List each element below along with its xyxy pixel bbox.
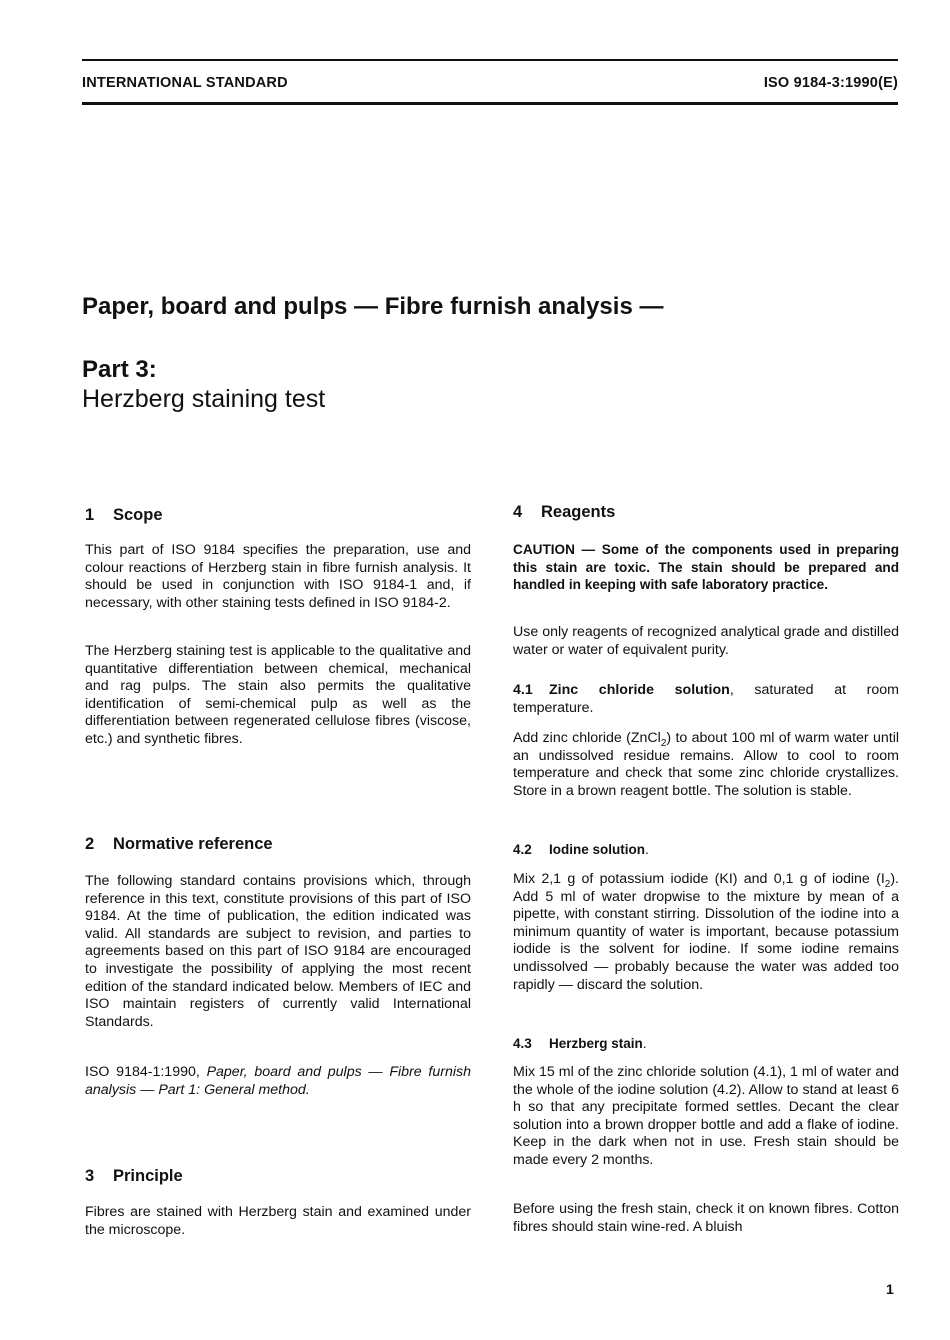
section-title: Reagents [541,503,616,521]
header-right-label: ISO 9184-3:1990(E) [763,75,898,91]
document-title: Paper, board and pulps — Fibre furnish analysis — [82,293,664,320]
subscript: 2 [884,878,891,890]
section-heading-reagents [513,503,615,522]
section-title: Principle [113,1167,183,1185]
document-subtitle: Herzberg staining test [82,385,326,413]
text-part: Mix 2,1 g of potassium iodide (KI) and 0,1 g of iodine (I [513,871,885,887]
subsection-title-rest: . [645,842,649,857]
reference-code: ISO 9184-1:1990, [85,1064,200,1080]
reference-title: Paper, board and pulps — Fibre furnish analysis — Part 1: General method. [85,1064,471,1098]
section-number: 1 [85,506,95,524]
text-part: ). Add 5 ml of water dropwise to the mixture by mean of a pipette, with constant stirring. Dissolution of the iodine into a minimum quantity of water is important, because potassium iodide is the solvent for iodine. If some iodine remains undissolved — probably because the water was added too rapidly — discard the solution. [513,871,899,993]
caution-notice: CAUTION — Some of the components used in preparing this stain are toxic. The stain should be prepared and handled in keeping with safe laboratory practice. [513,542,899,593]
header-left-label: INTERNATIONAL STANDARD [82,75,288,91]
zinc-chloride-paragraph [513,730,899,800]
scope-paragraph-1: This part of ISO 9184 specifies the preparation, use and colour reactions of Herzberg stain in fibre furnish analysis. It should be used in conjunction with ISO 9184-1 and, if necessary, with other staining tests defined in ISO 9184-2. [85,542,471,611]
subsection-number: 4.3 [513,1036,532,1051]
herzberg-stain-paragraph-1: Mix 15 ml of the zinc chloride solution (4.1), 1 ml of water and the whole of the iodine solution (4.2). Allow to stand at least 6 h so that any precipitate formed settles. Decant the clear solution into a brown dropper bottle and add a flake of iodine. Keep in the dark when not in use. Fresh stain should be made every 2 months. [513,1064,899,1168]
header-top-rule [82,59,898,61]
subsection-number: 4.2 [513,842,532,857]
section-heading-normative [85,835,273,854]
reagents-paragraph: Use only reagents of recognized analytical grade and distilled water or water of equivalent purity. [513,624,899,658]
header-bottom-rule [82,102,898,105]
subsection-title: Herzberg stain [549,1036,643,1051]
subsection-number: 4.1 [513,682,533,698]
iodine-paragraph [513,871,899,994]
section-title: Normative reference [113,835,273,853]
page-number: 1 [886,1281,894,1297]
subsection-title: Zinc chloride solution [549,682,730,698]
normative-paragraph: The following standard contains provisions which, through reference in this text, constitute provisions of this part of ISO 9184. At the time of publication, the edition indicated was valid. All standards are subject to revision, and parties to agreements based on this part of ISO 9184 are encouraged to investigate the possibility of applying the most recent edition of the standard indicated below. Members of IEC and ISO maintain registers of currently valid International Standards. [85,873,471,1030]
subsection-title-rest: . [642,1036,647,1051]
section-number: 3 [85,1167,95,1185]
section-heading-principle [85,1167,183,1186]
text-part: Add zinc chloride (ZnCl [513,730,661,746]
subsection-title-rest: , saturated at room temperature. [513,682,899,716]
subsection-title: Iodine solution [549,842,645,857]
text-part: ) to about 100 ml of warm water until an undissolved residue remains. Allow to cool to room temperature and check that some zinc chloride crystallizes. Store in a brown reagent bottle. The solution is stable. [513,730,899,799]
section-title: Scope [113,506,163,524]
subsection-4-2-heading [513,842,649,857]
section-number: 2 [85,835,95,853]
section-number: 4 [513,503,523,521]
section-heading-scope [85,506,163,525]
subsection-4-1-heading [513,682,899,717]
scope-paragraph-2: The Herzberg staining test is applicable to the qualitative and quantitative differentiation between chemical, mechanical and rag pulps. The stain also permits the qualitative identification of semi-chemical pulp as well as the differentiation between regenerated cellulose fibres (viscose, etc.) and synthetic fibres. [85,643,471,747]
subscript: 2 [660,737,667,749]
herzberg-stain-paragraph-2: Before using the fresh stain, check it on known fibres. Cotton fibres should stain wine-red. A bluish [513,1201,899,1235]
principle-paragraph: Fibres are stained with Herzberg stain and examined under the microscope. [85,1204,471,1238]
part-label: Part 3: [82,356,157,383]
normative-reference-entry [85,1064,471,1099]
subsection-4-3-heading [513,1036,647,1051]
